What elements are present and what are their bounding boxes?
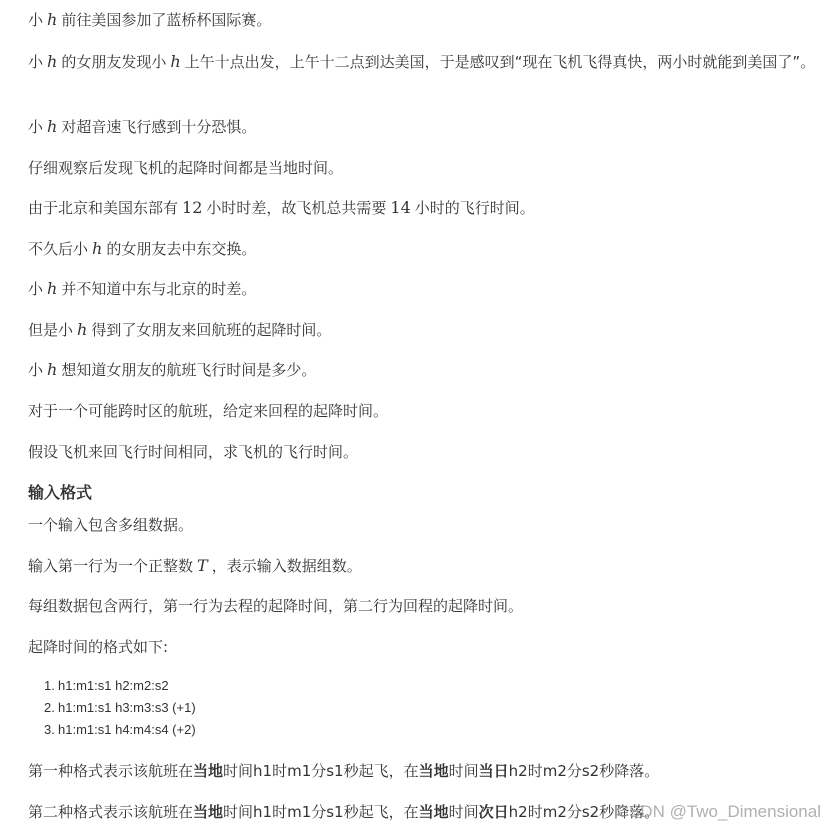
math-var: h <box>92 239 103 258</box>
math-var: h <box>47 117 58 136</box>
math-number: 14 <box>390 198 411 217</box>
paragraph: 但是小 h 得到了女朋友来回航班的起降时间。 <box>28 320 332 339</box>
paragraph: 小 h 的女朋友发现小 h 上午十点出发，上午十二点到达美国，于是感叹到“现在飞机飞得真快，两小时就能到美国了”。 <box>28 52 816 71</box>
paragraph: 第二种格式表示该航班在当地时间h1时m1分s1秒起飞，在当地时间次日h2时m2分s2秒降落。 <box>28 803 660 821</box>
paragraph: 假设飞机来回飞行时间相同，求飞机的飞行时间。 <box>28 443 359 461</box>
math-var: h <box>47 10 58 29</box>
math-var: h <box>170 52 181 71</box>
paragraph: 仔细观察后发现飞机的起降时间都是当地时间。 <box>28 159 344 177</box>
paragraph: 起降时间的格式如下: <box>28 638 169 656</box>
math-var: T <box>197 556 208 575</box>
paragraph: 由于北京和美国东部有 12 小时时差，故飞机总共需要 14 小时的飞行时间。 <box>28 198 535 217</box>
paragraph: 一个输入包含多组数据。 <box>28 516 194 534</box>
math-var: h <box>47 279 58 298</box>
paragraph: 小 h 想知道女朋友的航班飞行时间是多少。 <box>28 360 317 379</box>
paragraph: 每组数据包含两行，第一行为去程的起降时间，第二行为回程的起降时间。 <box>28 597 524 615</box>
section-heading: 输入格式 <box>28 483 93 502</box>
math-var: h <box>77 320 88 339</box>
paragraph: 小 h 并不知道中东与北京的时差。 <box>28 279 257 298</box>
list-item: 2. h1:m1:s1 h3:m3:s3 (+1) <box>44 700 196 715</box>
paragraph: 小 h 对超音速飞行感到十分恐惧。 <box>28 117 257 136</box>
format-list <box>44 675 196 741</box>
math-var: h <box>47 360 58 379</box>
csdn-watermark: CSDN @Two_Dimensional <box>616 802 821 821</box>
paragraph: 输入第一行为一个正整数 T ，表示输入数据组数。 <box>28 556 362 575</box>
math-number: 12 <box>182 198 203 217</box>
paragraph: 小 h 前往美国参加了蓝桥杯国际赛。 <box>28 10 272 29</box>
paragraph: 对于一个可能跨时区的航班，给定来回程的起降时间。 <box>28 402 389 420</box>
paragraph: 第一种格式表示该航班在当地时间h1时m1分s1秒起飞，在当地时间当日h2时m2分s2秒降落。 <box>28 762 660 780</box>
paragraph: 不久后小 h 的女朋友去中东交换。 <box>28 239 257 258</box>
list-item: 1. h1:m1:s1 h2:m2:s2 <box>44 678 169 693</box>
math-var: h <box>47 52 58 71</box>
list-item: 3. h1:m1:s1 h4:m4:s4 (+2) <box>44 722 196 737</box>
